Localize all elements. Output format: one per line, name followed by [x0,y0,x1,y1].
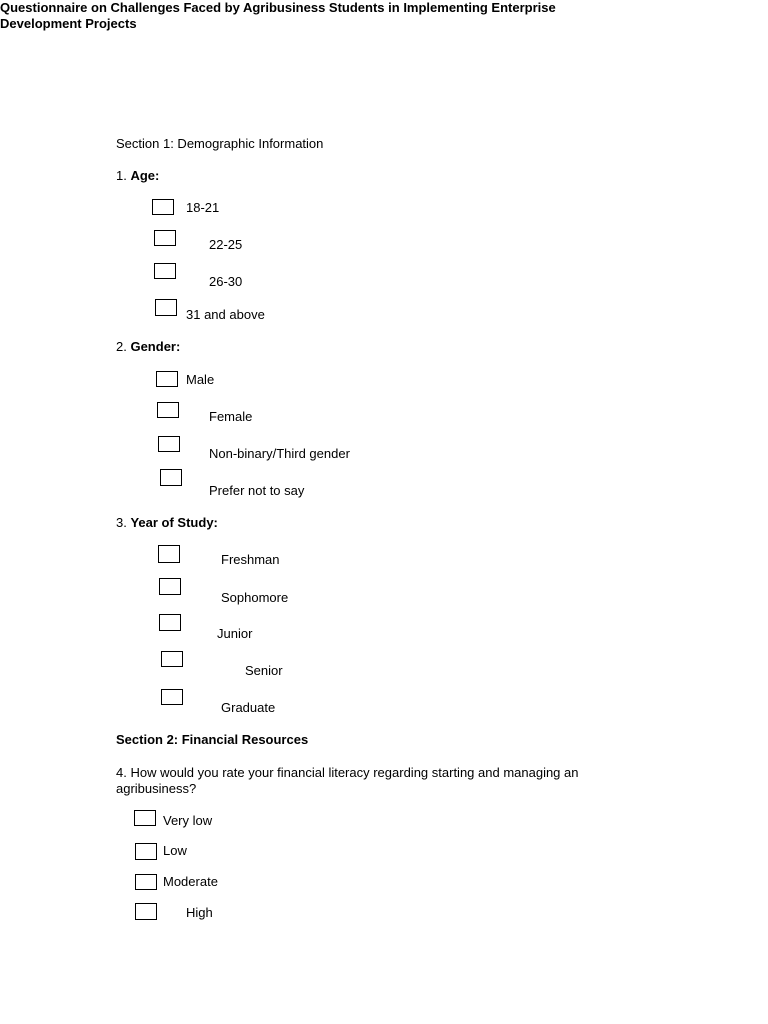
question-2-label: Gender: [130,339,181,354]
gender-male-checkbox[interactable] [156,371,178,387]
gender-option-label: Female [209,409,253,424]
age-22-25-checkbox[interactable] [154,230,176,246]
year-freshman-checkbox[interactable] [158,545,180,563]
gender-option-label: Male [186,372,215,387]
age-option-label: 22-25 [209,237,243,252]
literacy-moderate-checkbox[interactable] [135,874,157,890]
age-option-label: 18-21 [186,200,220,215]
age-26-30-checkbox[interactable] [154,263,176,279]
year-sophomore-checkbox[interactable] [159,578,181,595]
gender-prefer-not-to-say-checkbox[interactable] [160,469,182,486]
question-2 [116,339,180,355]
literacy-very-low-checkbox[interactable] [134,810,156,826]
year-option-label: Freshman [221,552,280,567]
age-31-and-above-checkbox[interactable] [155,299,177,316]
literacy-option-label: Moderate [163,874,218,889]
year-option-label: Graduate [221,700,276,715]
year-senior-checkbox[interactable] [161,651,183,667]
year-option-label: Sophomore [221,590,289,605]
section-2-heading: Section 2: Financial Resources [116,732,309,747]
literacy-option-label: Very low [163,813,213,828]
question-1-number: 1. [116,168,127,183]
year-option-label: Senior [245,663,283,678]
gender-non-binary-checkbox[interactable] [158,436,180,452]
question-4-text: 4. How would you rate your financial literacy regarding starting and managing an agribusiness? [116,765,579,796]
gender-option-label: Non-binary/Third gender [209,446,350,461]
year-option-label: Junior [217,626,253,641]
question-3-number: 3. [116,515,127,530]
age-18-21-checkbox[interactable] [152,199,174,215]
question-2-number: 2. [116,339,127,354]
year-junior-checkbox[interactable] [159,614,181,631]
literacy-option-label: Low [163,843,187,858]
literacy-option-label: High [186,905,213,920]
question-3 [116,515,218,531]
question-1-label: Age: [130,168,160,183]
section-1-heading: Section 1: Demographic Information [116,136,324,151]
age-option-label: 31 and above [186,307,265,322]
year-graduate-checkbox[interactable] [161,689,183,705]
gender-female-checkbox[interactable] [157,402,179,418]
age-option-label: 26-30 [209,274,243,289]
question-3-label: Year of Study: [130,515,218,530]
question-1 [116,168,159,184]
literacy-high-checkbox[interactable] [135,903,157,920]
gender-option-label: Prefer not to say [209,483,305,498]
literacy-low-checkbox[interactable] [135,843,157,860]
document-title: Questionnaire on Challenges Faced by Agribusiness Students in Implementing Enterprise Development Projects [0,0,556,31]
